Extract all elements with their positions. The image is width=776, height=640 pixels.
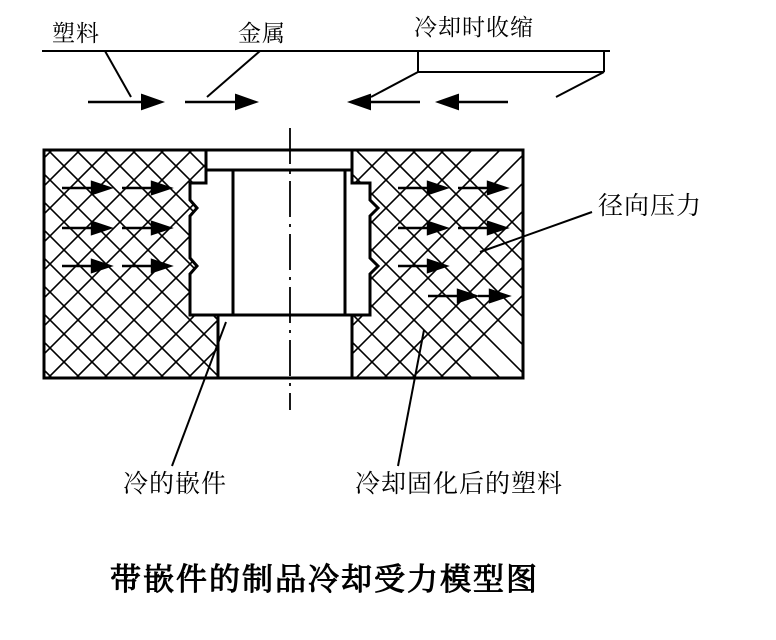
label-shrink-on-cooling: 冷却时收缩 [414, 14, 534, 40]
bottom-label-leaders [172, 322, 424, 466]
figure-caption: 带嵌件的制品冷却受力模型图 [110, 562, 539, 597]
label-cold-insert: 冷的嵌件 [123, 470, 228, 498]
label-metal: 金属 [238, 20, 286, 46]
top-arrows [88, 95, 508, 109]
top-label-leaders [42, 51, 610, 97]
label-plastic: 塑料 [52, 20, 100, 46]
part-outline [44, 150, 523, 378]
label-cooled-solidified-plastic: 冷却固化后的塑料 [355, 470, 564, 498]
label-radial-pressure: 径向压力 [598, 192, 703, 220]
right-plastic-hatching [160, 150, 668, 378]
